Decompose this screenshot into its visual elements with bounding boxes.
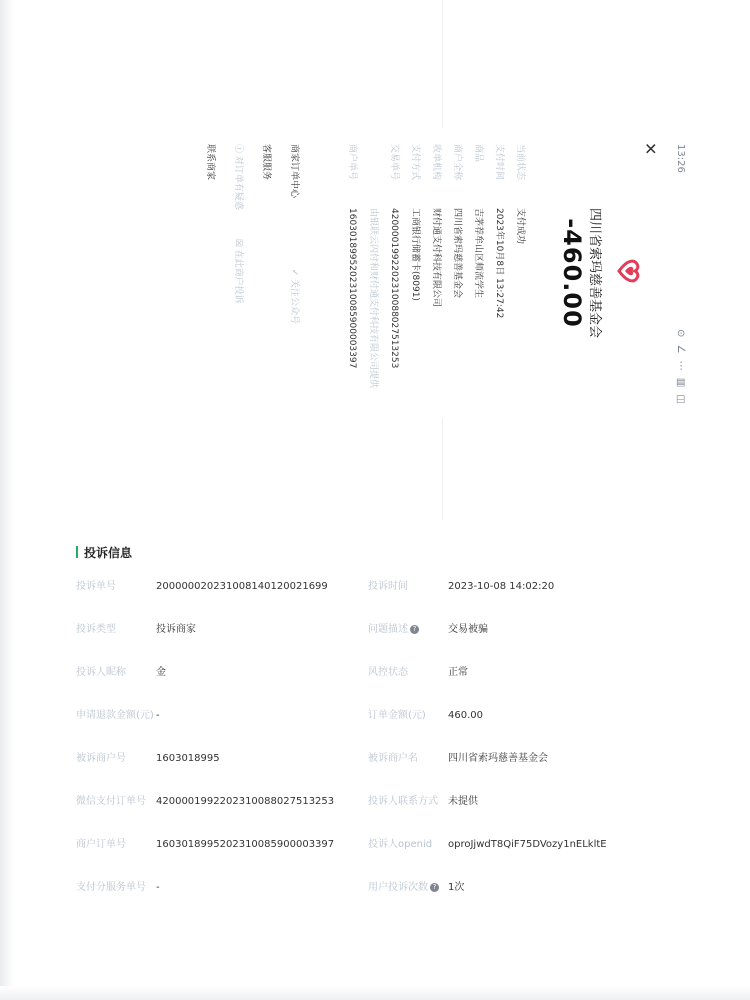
detail-value: 1603018995202310085900003397 (347, 208, 357, 369)
info-value: oproJjwdT8QiF75DVozy1nELkltE (448, 839, 607, 850)
info-row (76, 572, 676, 602)
info-row (76, 744, 676, 774)
faq-link[interactable]: ⓘ 对订单有疑惑 (233, 144, 243, 210)
info-label: 投诉人昵称 (76, 667, 126, 678)
detail-row (341, 144, 362, 414)
detail-row (509, 144, 530, 414)
info-label: 投诉时间 (368, 581, 408, 592)
info-value: 1次 (448, 882, 465, 893)
info-row (76, 830, 676, 860)
detail-value: 工商银行储蓄卡(8091) (410, 208, 420, 301)
service-links (224, 144, 252, 414)
info-value: 投诉商家 (156, 624, 196, 635)
info-value: 1603018995202310085900003397 (156, 839, 335, 850)
page-edge-shadow-bottom (0, 986, 750, 1000)
info-label: 投诉人联系方式 (368, 796, 438, 807)
info-label: 申请退款金额(元) (76, 710, 154, 721)
detail-row (362, 144, 383, 414)
info-value: - (156, 882, 160, 893)
info-label: 订单金额(元) (368, 710, 426, 721)
detail-value: 财付通支付科技有限公司 (431, 208, 441, 308)
info-value: 四川省索玛慈善基金会 (448, 753, 548, 764)
info-value: 交易被骗 (448, 624, 488, 635)
info-value: 未提供 (448, 796, 478, 807)
detail-label: 支付方式 (410, 144, 420, 181)
info-row (76, 787, 676, 817)
info-value: 460.00 (448, 710, 483, 721)
merchant-name: 四川省索玛慈善基金会 (587, 207, 602, 338)
charity-heart-logo (612, 254, 646, 288)
detail-value: 4200001992202310088027513253 (389, 208, 399, 369)
info-label: 被诉商户名 (368, 753, 418, 764)
payment-details (341, 144, 530, 414)
detail-label: 商品 (473, 144, 483, 163)
detail-value: 支付成功 (515, 208, 525, 245)
info-label: 投诉单号 (76, 581, 116, 592)
detail-value: 2023年10月8日 13:27:42 (494, 208, 504, 319)
detail-label: 当前状态 (515, 144, 525, 181)
info-value: 1603018995 (156, 753, 220, 764)
info-label: 投诉类型 (76, 624, 116, 635)
support-section (196, 144, 308, 414)
detail-label: 交易单号 (389, 144, 399, 181)
page-edge-shadow (0, 0, 14, 1000)
info-label: 支付分服务单号 (76, 882, 146, 893)
info-value: 金 (156, 667, 166, 678)
info-row (76, 701, 676, 731)
complaint-title-text: 投诉信息 (84, 546, 133, 560)
detail-label: 收单机构 (431, 144, 441, 181)
payment-detail-screen (60, 128, 690, 418)
detail-row (404, 144, 425, 414)
detail-row (383, 144, 404, 414)
complaint-section-title (76, 544, 132, 561)
info-label: 问题描述 ? (368, 615, 419, 645)
contact-merchant-label: 联系商家 (205, 144, 215, 181)
status-icons: ⊙ ∠ ⋯ ▥ ◫ (675, 329, 686, 406)
detail-value: 由银联云闪付和财付通支付科技有限公司提供 (368, 208, 378, 389)
service-row (252, 144, 280, 414)
info-value: 2023-10-08 14:02:20 (448, 581, 555, 592)
detail-label (362, 144, 383, 208)
payment-amount: -460.00 (558, 218, 586, 328)
info-value: - (156, 710, 160, 721)
help-icon[interactable]: ? (410, 625, 419, 634)
complaint-link[interactable]: ☒ 在此商户投诉 (233, 238, 243, 304)
info-row (76, 658, 676, 688)
status-time: 13:26 (675, 144, 686, 173)
contact-row[interactable] (196, 144, 224, 414)
close-icon[interactable]: ✕ (641, 142, 660, 156)
order-center-row[interactable] (280, 144, 308, 414)
info-row (76, 615, 676, 645)
detail-label: 商户全称 (452, 144, 462, 181)
status-bar (668, 128, 690, 418)
detail-value: 吉茅荐牟山区师流学生 (473, 208, 483, 299)
follow-link[interactable]: ✓ 关注公众号 (289, 268, 299, 324)
detail-row (446, 144, 467, 414)
info-label: 投诉人openid (368, 839, 433, 850)
info-value: 200000020231008140120021699 (156, 581, 328, 592)
service-label: 客服服务 (261, 144, 271, 181)
order-center-label: 商家订单中心 (289, 144, 299, 199)
info-label: 用户投诉次数 ? (368, 873, 439, 903)
title-accent-bar (76, 546, 78, 558)
info-value: 正常 (448, 667, 468, 678)
info-label: 被诉商户号 (76, 753, 126, 764)
detail-row (488, 144, 509, 414)
help-icon[interactable]: ? (430, 883, 439, 892)
detail-value: 四川省索玛慈善基金会 (452, 208, 462, 299)
info-label: 商户订单号 (76, 839, 126, 850)
payment-screenshot (60, 128, 690, 418)
detail-label: 商户单号 (347, 144, 357, 181)
detail-row (467, 144, 488, 414)
info-label: 风控状态 (368, 667, 408, 678)
detail-label: 支付时间 (494, 144, 504, 181)
info-label: 微信支付订单号 (76, 796, 146, 807)
info-value: 4200001992202310088027513253 (156, 796, 335, 807)
detail-row (425, 144, 446, 414)
info-row (76, 873, 676, 903)
